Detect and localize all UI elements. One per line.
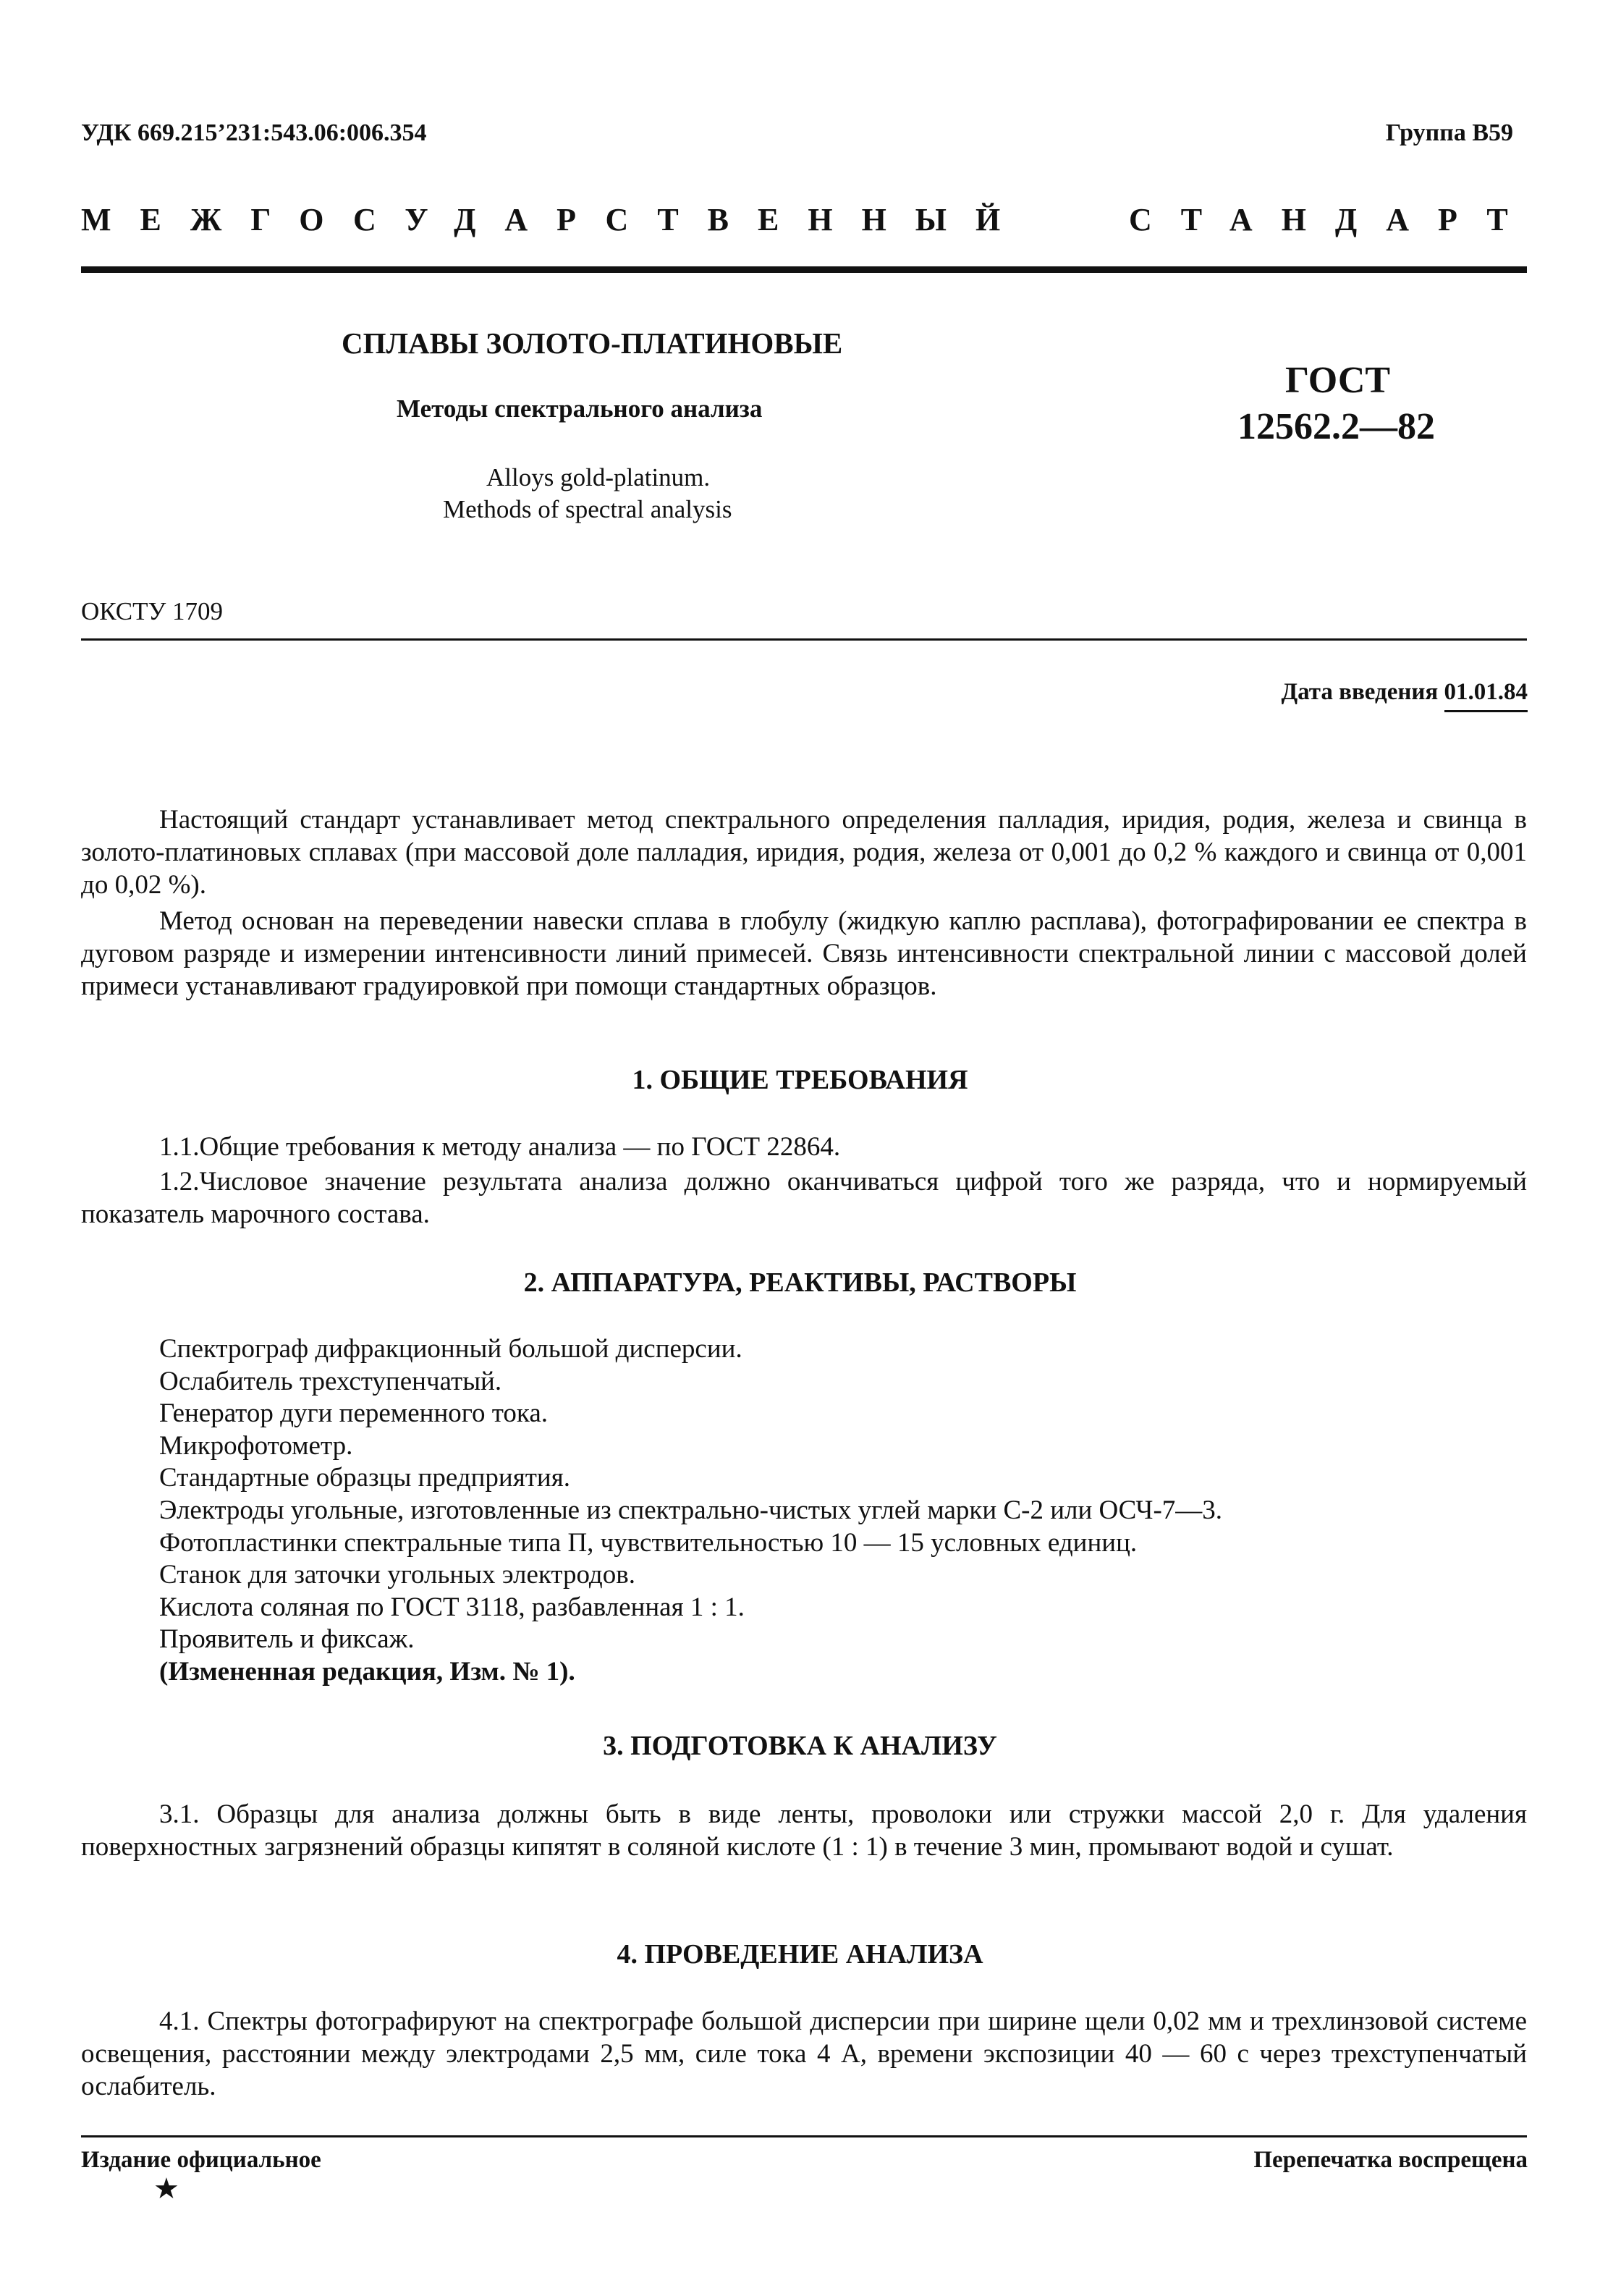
list-item: Фотопластинки спектральные типа П, чувствительностью 10 — 15 условных единиц. xyxy=(159,1527,1138,1558)
equipment-list xyxy=(159,1333,1222,1689)
standard-type-right: СТАНДАРТ xyxy=(1129,202,1537,237)
section-paragraph: 1.1.Общие требования к методу анализа — по ГОСТ 22864. xyxy=(159,1132,841,1162)
title-rule xyxy=(81,638,1527,641)
section-heading: 3. ПОДГОТОВКА К АНАЛИЗУ xyxy=(603,1731,997,1761)
list-item: Проявитель и фиксаж. xyxy=(159,1624,415,1655)
list-item: Ослабитель трехступенчатый. xyxy=(159,1366,502,1396)
udk-code: УДК 669.215’231:543.06:006.354 xyxy=(81,119,427,146)
group-code: Группа В59 xyxy=(1385,119,1513,146)
english-title-line1: Alloys gold-platinum. xyxy=(486,463,711,491)
oksty-code: ОКСТУ 1709 xyxy=(81,597,224,625)
intro-paragraph: Настоящий стандарт устанавливает метод спектрального определения палладия, иридия, родия, железа и свинца в золото-платиновых сплавах (при массовой доле палладия, иридия, родия, железа от 0,001 до 0,2 % каждого и свинца от 0,001 до 0,02 %). xyxy=(81,805,1527,900)
intro-date-value: 01.01.84 xyxy=(1444,679,1528,712)
intro-date xyxy=(1281,679,1528,712)
gost-number: 12562.2—82 xyxy=(1237,406,1435,447)
intro-paragraph: Метод основан на переведении навески сплава в глобулу (жидкую каплю расплава), фотографировании ее спектра в дуговом разряде и измерении интенсивности линий примесей. Связь интенсивности спектральной линии с массовой долей примеси устанавливают градуировкой при помощи стандартных образцов. xyxy=(81,906,1527,1001)
list-item: Электроды угольные, изготовленные из спектрально-чистых углей марки С-2 или ОСЧ-7—3. xyxy=(159,1495,1223,1525)
section-heading: 4. ПРОВЕДЕНИЕ АНАЛИЗА xyxy=(617,1939,983,1970)
list-item: Микрофотометр. xyxy=(159,1430,353,1461)
list-item: Генератор дуги переменного тока. xyxy=(159,1398,549,1429)
list-item: Стандартные образцы предприятия. xyxy=(159,1463,570,1493)
section-paragraph: 1.2.Числовое значение результата анализа должно оканчиваться цифрой того же разряда, что и нормируемый показатель марочного состава. xyxy=(81,1167,1527,1229)
footer-rule xyxy=(81,2135,1527,2137)
footer-reprint-prohibited: Перепечатка воспрещена xyxy=(1253,2147,1528,2173)
amendment-note: (Измененная редакция, Изм. № 1). xyxy=(159,1656,575,1687)
list-item: Станок для заточки угольных электродов. xyxy=(159,1560,635,1590)
standard-type-left: МЕЖГОСУДАРСТВЕННЫЙ xyxy=(81,202,1030,237)
list-item: Кислота соляная по ГОСТ 3118, разбавленная 1 : 1. xyxy=(159,1592,745,1622)
footer-official-edition: Издание официальное xyxy=(81,2147,321,2173)
section-paragraph: 3.1. Образцы для анализа должны быть в виде ленты, проволоки или стружки массой 2,0 г. Для удаления поверхностных загрязнений образцы кипятят в соляной кислоте (1 : 1) в течение 3 мин, промывают водой и сушат. xyxy=(81,1799,1527,1862)
intro-date-label: Дата введения xyxy=(1281,679,1439,705)
document-subtitle: Методы спектрального анализа xyxy=(397,394,763,423)
section-heading: 1. ОБЩИЕ ТРЕБОВАНИЯ xyxy=(632,1065,968,1095)
star-icon: ★ xyxy=(153,2172,179,2205)
list-item: Спектрограф дифракционный большой дисперсии. xyxy=(159,1334,742,1364)
section-paragraph: 4.1. Спектры фотографируют на спектрографе большой дисперсии при ширине щели 0,02 мм и трехлинзовой системе освещения, расстоянии между электродами 2,5 мм, силе тока 4 А, времени экспозиции 40 — 60 с через трехступенчатый ослабитель. xyxy=(81,2006,1527,2101)
header-rule xyxy=(81,266,1527,273)
document-title: СПЛАВЫ ЗОЛОТО-ПЛАТИНОВЫЕ xyxy=(342,326,843,360)
section-heading: 2. АППАРАТУРА, РЕАКТИВЫ, РАСТВОРЫ xyxy=(523,1267,1077,1298)
english-title-line2: Methods of spectral analysis xyxy=(443,495,732,523)
gost-label: ГОСТ xyxy=(1285,360,1391,401)
